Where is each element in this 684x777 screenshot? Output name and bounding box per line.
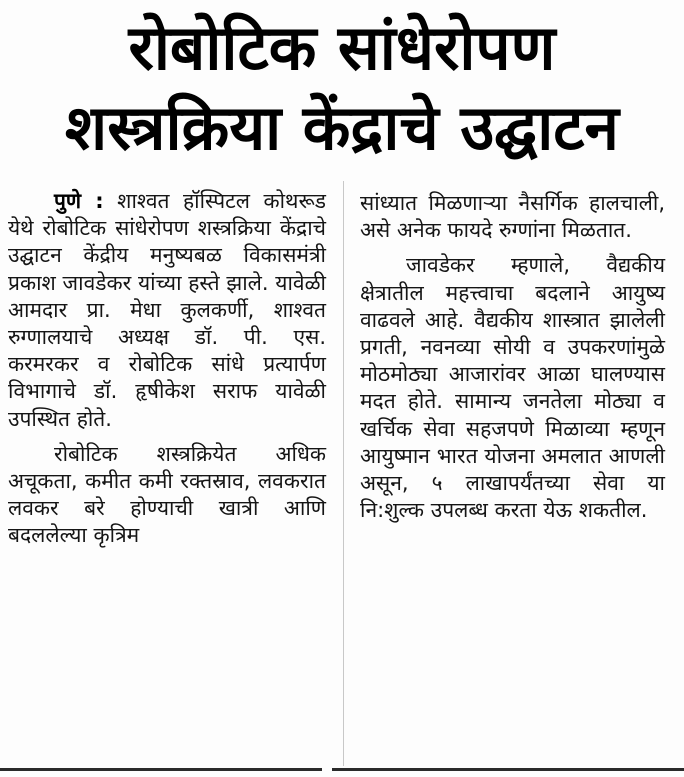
headline-line-1: रोबोटिक सांधेरोपण [128,11,556,84]
headline-line-2: शस्त्रक्रिया केंद्राचे उद्घाटन [65,91,619,164]
article-paragraph-2-end: सांध्यात मिळणाऱ्या नैसर्गिक हालचाली, असे अनेक फायदे रुग्णांना मिळतात. [360,191,665,243]
article-paragraph-1 [8,188,326,433]
dateline: पुणे : [54,189,104,213]
bottom-rule-right [332,768,684,771]
article-paragraph-2-start: रोबोटिक शस्त्रक्रियेत अधिक अचूकता, कमीत कमी रक्तस्राव, लवकरात लवकर बरे होण्याची खात्री आणि बदललेल्या कृत्रिम [8,441,326,548]
bottom-rule-left [0,768,322,771]
column-divider [343,181,344,766]
article-column-left [8,188,326,550]
paragraph-1-text: शाश्वत हॉस्पिटल कोथरूड येथे रोबोटिक सांधेरोपण शस्त्रक्रिया केंद्राचे उद्घाटन केंद्रीय मनुष्यबळ विकासमंत्री प्रकाश जावडेकर यांच्या हस्ते झाले. यावेळी आमदार प्रा. मेधा कुलकर्णी, शाश्वत रुग्णालयाचे अध्यक्ष डॉ. पी. एस. करमरकर व रोबोटिक सांधे प्रत्यार्पण विभागाचे डॉ. हृषीकेश सराफ यावेळी उपस्थित होते. [8,189,326,431]
article-paragraph-3: जावडेकर म्हणाले, वैद्यकीय क्षेत्रातील महत्त्वाचा बदलाने आयुष्य वाढवले आहे. वैद्यकीय शास्त्रात झालेली प्रगती, नवनव्या सोयी व उपकरणांमुळे मोठमोठ्या आजारांवर आळा घालण्यास मदत होते. सामान्य जनतेला मोठ्या व खर्चिक सेवा सहजपणे मिळाव्या म्हणून आयुष्मान भारत योजना अमलात आणली असून, ५ लाखापर्यंतच्या सेवा या नि:शुल्क उपलब्ध करता येऊ शकतील. [360,253,665,523]
article-column-right [360,190,665,524]
